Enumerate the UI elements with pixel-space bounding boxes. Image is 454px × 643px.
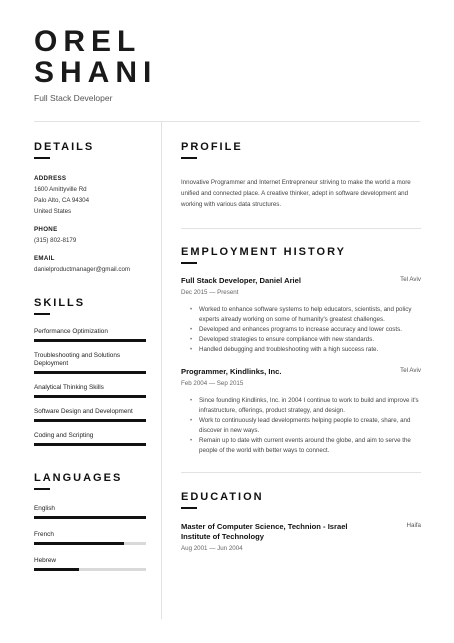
section-underline <box>34 157 50 159</box>
education-entry <box>181 522 421 552</box>
phone-label: PHONE <box>34 226 58 233</box>
section-underline <box>181 262 197 264</box>
languages-section <box>34 472 146 571</box>
skill-item <box>34 408 146 422</box>
bullet-item: • Handled debugging and troubleshooting with a high success rate. <box>199 345 421 355</box>
job-bullets <box>181 396 421 456</box>
section-underline <box>181 507 197 509</box>
skill-bar <box>34 419 146 422</box>
phone-value: (315) 802-8179 <box>34 237 77 244</box>
skill-name: Troubleshooting and Solutions Deployment <box>34 352 121 367</box>
name-line-first: OREL <box>34 25 142 58</box>
job-dates: Feb 2004 — Sep 2015 <box>181 380 244 387</box>
job-header <box>181 276 421 286</box>
education-location: Haifa <box>406 522 421 529</box>
skills-section <box>34 297 146 446</box>
employment-heading: EMPLOYMENT HISTORY <box>181 246 346 258</box>
skill-name: Analytical Thinking Skills <box>34 384 104 391</box>
section-divider <box>181 472 421 473</box>
skill-bar <box>34 395 146 398</box>
skill-item <box>34 352 146 374</box>
education-heading: EDUCATION <box>181 491 264 503</box>
education-dates: Aug 2001 — Jun 2004 <box>181 545 243 552</box>
skill-item <box>34 432 146 446</box>
job-entry-title: Programmer, Kindlinks, Inc. <box>181 367 282 376</box>
skill-bar-fill <box>34 419 146 422</box>
details-section <box>34 141 146 275</box>
skill-bar <box>34 443 146 446</box>
address-line: United States <box>34 208 72 215</box>
languages-list <box>34 505 146 571</box>
language-item <box>34 505 146 519</box>
section-divider <box>181 228 421 229</box>
bullet-item: • Developed and enhances programs to increase accuracy and lower costs. <box>199 325 421 335</box>
bullet-item: • Worked to enhance software systems to help educators, scientists, and policy experts already working on some of humanity's greatest challenges. <box>199 305 421 325</box>
details-heading: DETAILS <box>34 141 95 153</box>
skills-heading: SKILLS <box>34 297 86 309</box>
profile-section <box>181 141 421 210</box>
job-header <box>181 367 421 377</box>
left-column <box>34 141 146 571</box>
address-block <box>34 184 146 217</box>
skill-item <box>34 328 146 342</box>
header-divider <box>34 121 420 122</box>
education-header <box>181 522 421 542</box>
language-name: French <box>34 531 54 538</box>
language-bar <box>34 568 146 571</box>
language-item <box>34 557 146 571</box>
skill-bar-fill <box>34 443 146 446</box>
skill-bar-fill <box>34 371 146 374</box>
language-bar <box>34 516 146 519</box>
address-line: Palo Alto, CA 94304 <box>34 197 90 204</box>
bullet-item: • Remain up to date with current events around the globe, and aim to serve the people of the world with better ways to connect. <box>199 436 421 456</box>
skill-bar <box>34 339 146 342</box>
skill-name: Software Design and Development <box>34 408 133 415</box>
language-name: English <box>34 505 55 512</box>
email-value[interactable]: danielproductmanager@gmail.com <box>34 266 131 273</box>
skill-item <box>34 384 146 398</box>
job-title: Full Stack Developer <box>34 93 113 103</box>
address-label: ADDRESS <box>34 175 67 182</box>
email-label: EMAIL <box>34 255 55 262</box>
bullet-item: • Developed strategies to ensure compliance with new standards. <box>199 335 421 345</box>
skill-bar-fill <box>34 339 146 342</box>
job-entry-title: Full Stack Developer, Daniel Ariel <box>181 276 301 285</box>
language-bar <box>34 542 146 545</box>
section-underline <box>34 488 50 490</box>
name-line-last: SHANI <box>34 56 158 89</box>
job-location: Tel Aviv <box>400 367 421 374</box>
skill-name: Performance Optimization <box>34 328 108 335</box>
job-bullets <box>181 305 421 355</box>
skill-bar-fill <box>34 395 146 398</box>
job-entry <box>181 276 421 355</box>
language-bar-fill <box>34 542 124 545</box>
job-dates: Dec 2015 — Present <box>181 289 239 296</box>
skills-list <box>34 328 146 446</box>
job-entry <box>181 367 421 456</box>
profile-text: Innovative Programmer and Internet Entrepreneur striving to make the world a more unified and connected place. A creative thinker, adept in software development and working with various data structures. <box>181 179 411 208</box>
bullet-item: • Since founding Kindlinks, Inc. in 2004 I continue to work to build and improve it's infrastructure, offerings, product strategy, and design. <box>199 396 421 416</box>
skill-name: Coding and Scripting <box>34 432 94 439</box>
right-column <box>181 141 421 552</box>
employment-section <box>181 246 421 456</box>
skill-bar <box>34 371 146 374</box>
resume-name <box>34 26 157 88</box>
education-section <box>181 491 421 552</box>
column-divider <box>161 121 162 619</box>
language-name: Hebrew <box>34 557 57 564</box>
section-underline <box>181 157 197 159</box>
language-bar-fill <box>34 516 146 519</box>
languages-heading: LANGUAGES <box>34 472 123 484</box>
degree-title: Master of Computer Science, Technion - Israel Institute of Technology <box>181 522 348 541</box>
language-bar-fill <box>34 568 79 571</box>
bullet-item: • Work to continuously lead developments helping people to create, share, and discover in new ways. <box>199 416 421 436</box>
language-item <box>34 531 146 545</box>
address-line: 1600 Amittyville Rd <box>34 186 87 193</box>
job-location: Tel Aviv <box>400 276 421 283</box>
profile-heading: PROFILE <box>181 141 243 153</box>
section-underline <box>34 313 50 315</box>
